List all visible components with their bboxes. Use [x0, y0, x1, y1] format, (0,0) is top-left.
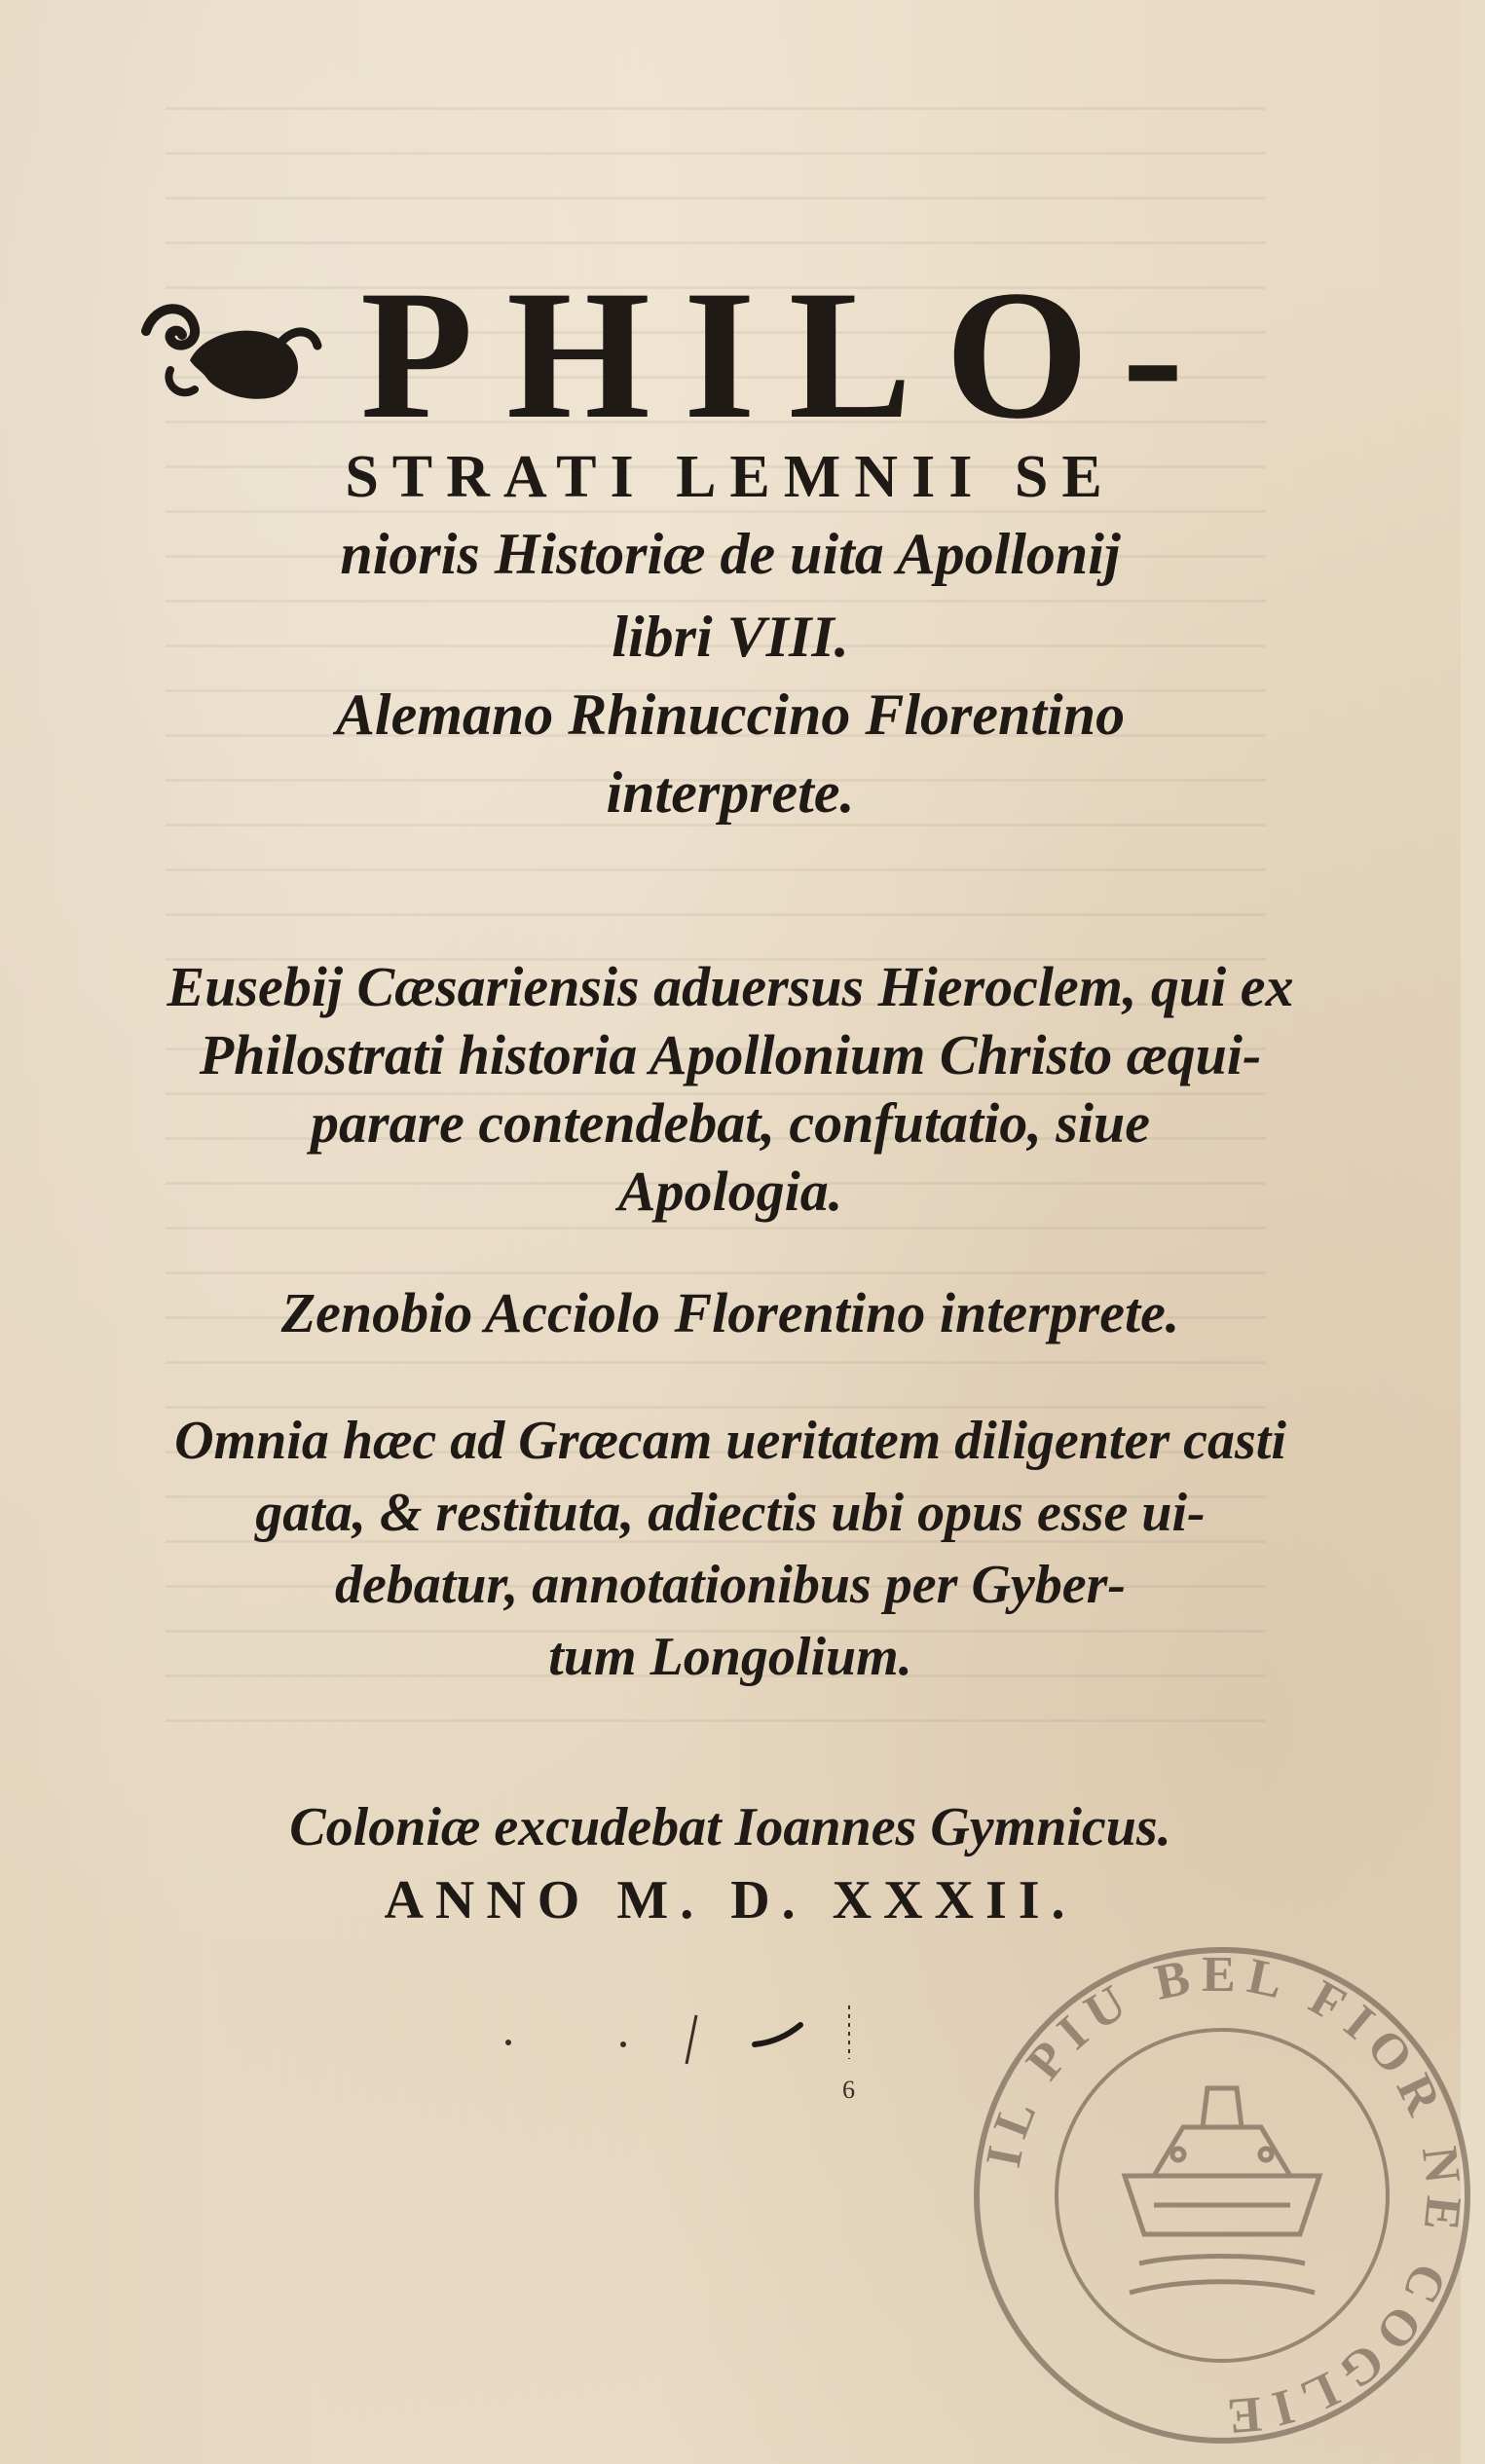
stamp-motto: IL PIU BEL FIOR NE COGLIE [975, 1946, 1472, 2445]
imprint-line-1: Coloniæ excudebat Ioannes Gymnicus. [289, 1797, 1171, 1857]
imprint-date: ANNO M. D. XXXII. [384, 1870, 1077, 1931]
note-line-3: debatur, annotationibus per Gyber- [334, 1555, 1127, 1615]
second-work-line-2: Philostrati historia Apollonium Christo æqui- [199, 1023, 1262, 1086]
fleuron-ornament-icon [136, 292, 321, 419]
title-line-interprete: interprete. [606, 760, 855, 825]
title-line-libri: libri VIII. [612, 605, 849, 669]
title-line-strati: STRATI LEMNII SE [345, 444, 1116, 510]
title-line-alemano: Alemano Rhinuccino Florentino [335, 682, 1126, 747]
svg-text:6: 6 [842, 2076, 855, 2104]
note-line-2: gata, & restituta, adiectis ubi opus esse ui- [255, 1483, 1206, 1543]
second-work-line-1: Eusebij Cæsariensis aduersus Hieroclem, qui ex [167, 955, 1294, 1018]
second-work-line-4: Apologia. [617, 1159, 843, 1223]
title-philo: PHILO- [360, 253, 1217, 458]
note-line-1: Omnia hæc ad Græcam ueritatem diligenter casti [174, 1411, 1286, 1471]
library-stamp-icon [959, 1932, 1485, 2458]
ink-marks [487, 1986, 876, 2113]
translator-line: Zenobio Acciolo Florentino interprete. [280, 1281, 1180, 1344]
note-line-4: tum Longolium. [548, 1627, 912, 1687]
title-line-nioris: nioris Historiæ de uita Apollonij [340, 522, 1121, 586]
second-work-line-3: parare contendebat, confutatio, siue [311, 1091, 1150, 1155]
main-title-line [136, 253, 1324, 458]
